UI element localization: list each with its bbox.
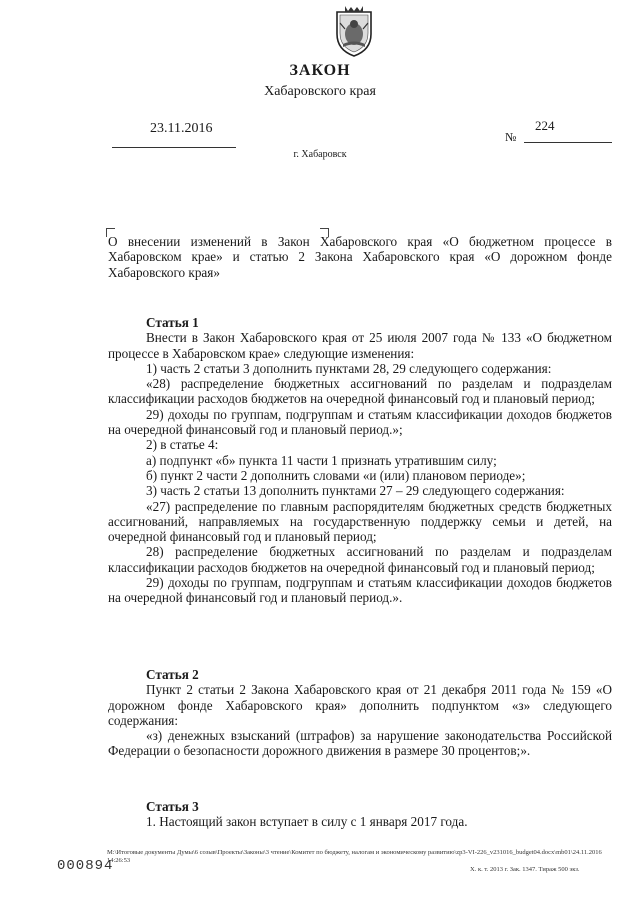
stamp-number: 000894 [57, 858, 114, 874]
city-label: г. Хабаровск [293, 149, 347, 160]
intro-paragraph [108, 234, 612, 280]
paragraph: 1. Настоящий закон вступает в силу с 1 января 2017 года. [146, 814, 468, 830]
paragraph: 2) в статье 4: [146, 437, 219, 453]
paragraph: 3) часть 2 статьи 13 дополнить пунктами 27 – 29 следующего содержания: [146, 483, 565, 499]
document-date: 23.11.2016 [150, 121, 213, 136]
paragraph: 28) распределение бюджетных ассигнований по разделам и подразделам классификации расходов бюджетов на очередной финансовый год и плановый период; [108, 544, 612, 575]
paragraph: Пункт 2 статьи 2 Закона Хабаровского края от 21 декабря 2011 года № 159 «О дорожном фонде Хабаровского края» дополнить подпунктом «з» следующего содержания: [108, 682, 612, 728]
number-underline [524, 142, 612, 143]
paragraph: 29) доходы по группам, подгруппам и статьям классификации доходов бюджетов на очередной финансовый год и плановый период.»; [108, 406, 612, 438]
paragraph: «з) денежных взысканий (штрафов) за нарушение законодательства Российской Федерации о безопасности дорожного движения в размере 30 процентов;». [108, 728, 612, 759]
paragraph: б) пункт 2 части 2 дополнить словами «и (или) плановом периоде»; [146, 467, 526, 483]
intro-text: О внесении изменений в Закон Хабаровского края «О бюджетном процессе в Хабаровском крае» и статью 2 Закона Хабаровского края «О дорожном фонде Хабаровского края» [108, 234, 612, 280]
article-1 [108, 315, 612, 606]
article-2 [108, 667, 612, 759]
coat-of-arms-icon [331, 4, 377, 58]
article-heading: Статья 3 [146, 799, 199, 814]
document-title: ЗАКОН [289, 62, 351, 79]
article-heading: Статья 1 [146, 315, 199, 330]
print-info: Х. к. т. 2013 г. Зак. 1347. Тираж 500 экз. [470, 866, 580, 873]
paragraph: «27) распределение по главным распорядителям бюджетных средств бюджетных ассигнований, направляемых на государственную поддержку семьи и детей, на очередной финансовый год и плановый период; [108, 498, 612, 545]
document-subtitle: Хабаровского края [264, 84, 376, 99]
article-3 [108, 799, 612, 830]
number-sign: № [505, 130, 517, 144]
article-heading: Статья 2 [146, 667, 199, 682]
date-underline [112, 147, 236, 148]
paragraph: а) подпункт «б» пункта 11 части 1 признать утратившим силу; [146, 452, 497, 468]
paragraph: «28) распределение бюджетных ассигнований по разделам и подразделам классификации расходов бюджетов на очередной финансовый год и плановый период; [108, 376, 612, 407]
paragraph: Внести в Закон Хабаровского края от 25 июля 2007 года № 133 «О бюджетном процессе в Хабаровском крае» следующие изменения: [108, 330, 612, 361]
paragraph: 1) часть 2 статьи 3 дополнить пунктами 28, 29 следующего содержания: [146, 360, 552, 376]
paragraph: 29) доходы по группам, подгруппам и статьям классификации доходов бюджетов на очередной финансовый год и плановый период.». [108, 575, 612, 606]
file-path: M:\Итоговые документы Думы\6 созыв\Проекты\Законы\3 чтение\Комитет по бюджету, налогам и экономическому развитию\zp3-VI-226_v231016_budget04.docx\mb01\24.11.2016 14:26:53 [107, 849, 602, 864]
document-number: 224 [535, 118, 555, 133]
